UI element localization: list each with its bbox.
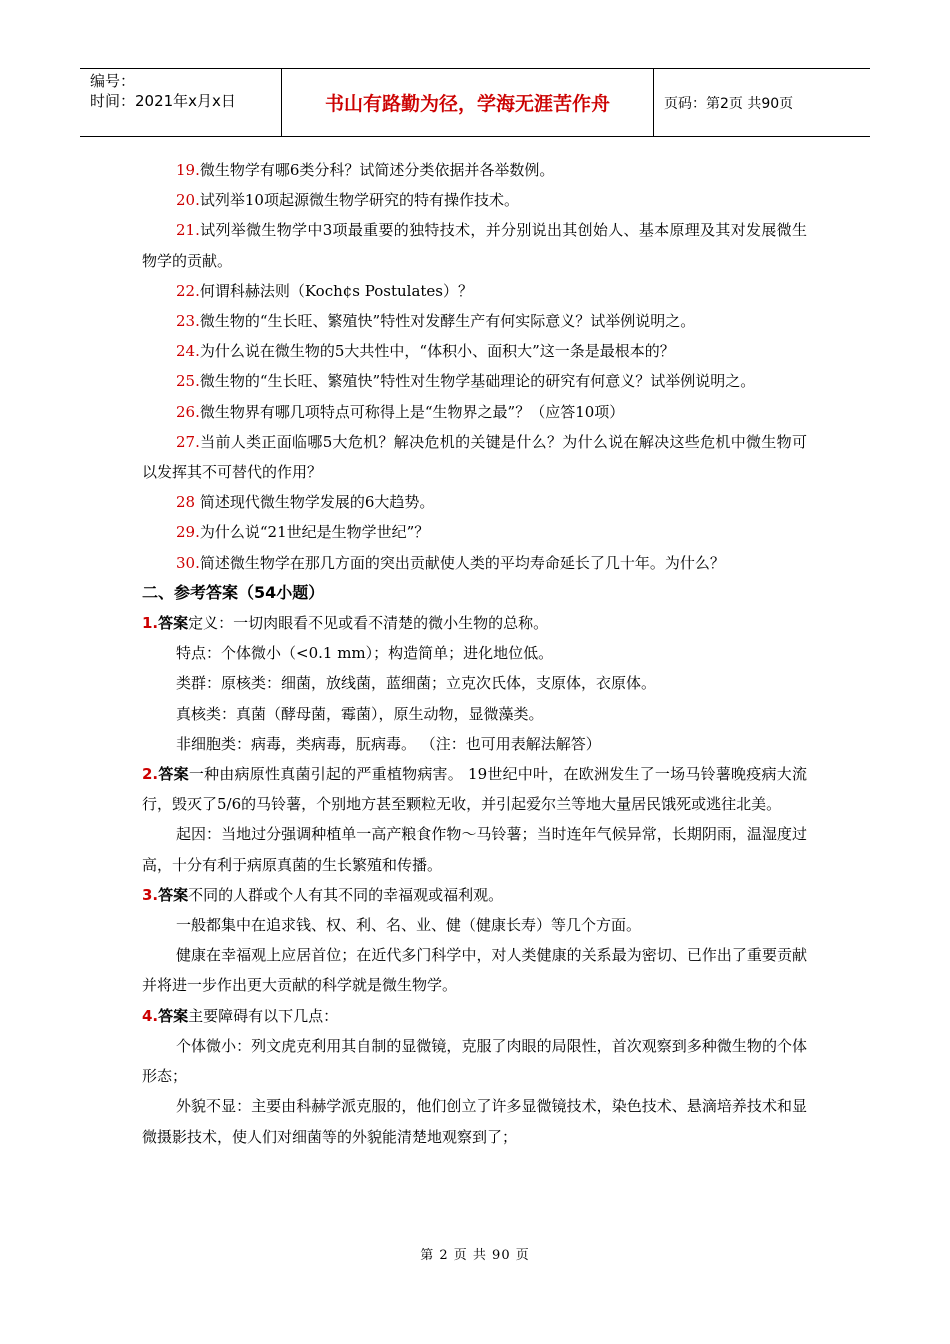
question-text: 试列举微生物学中3项最重要的独特技术，并分别说出其创始人、基本原理及其对发展微生物学的贡献。 [142, 221, 807, 270]
question-22 [142, 276, 807, 306]
question-number: 27. [176, 432, 200, 451]
header-motto: 书山有路勤为径，学海无涯苦作舟 [282, 69, 654, 136]
question-19 [142, 155, 807, 185]
header-page-label: 页码：第2页 共90页 [664, 95, 794, 112]
answer-label: 答案 [158, 765, 189, 784]
question-number: 23. [176, 312, 200, 331]
answer-2-line: 起因：当地过分强调种植单一高产粮食作物～马铃薯；当时连年气候异常，长期阴雨，温湿度过高，十分有利于病原真菌的生长繁殖和传播。 [142, 825, 807, 874]
header-meta [80, 69, 282, 136]
answer-text: 一种由病原性真菌引起的严重植物病害。 19世纪中叶，在欧洲发生了一场马铃薯晚疫病大流行，毁灭了5/6的马铃薯，个别地方甚至颗粒无收，并引起爱尔兰等地大量居民饿死或逃往北美。 [142, 765, 807, 814]
question-text: 为什么说在微生物的5大共性中，“体积小、面积大”这一条是最根本的？ [199, 342, 675, 361]
question-29 [142, 517, 807, 547]
question-number: 20. [176, 191, 200, 210]
section-title: 二、参考答案（54小题） [142, 582, 325, 602]
answer-number: 3. [142, 885, 159, 904]
answer-label: 答案 [158, 885, 189, 904]
question-text: 微生物的“生长旺、繁殖快”特性对生物学基础理论的研究有何意义？试举例说明之。 [199, 372, 756, 391]
question-text: 当前人类正面临哪5大危机？解决危机的关键是什么？为什么说在解决这些危机中微生物可以发挥其不可替代的作用？ [142, 432, 807, 482]
answer-4-line: 外貌不显：主要由科赫学派克服的，他们创立了许多显微镜技术，染色技术、悬滴培养技术和显微摄影技术，使人们对细菌等的外貌能清楚地观察到了； [142, 1097, 807, 1146]
document-body [142, 155, 807, 1152]
answer-text: 定义：一切肉眼看不见或看不清楚的微小生物的总称。 [188, 614, 549, 633]
answer-1-line: 非细胞类：病毒，类病毒，朊病毒。 （注：也可用表解法解答） [176, 734, 601, 753]
answer-1 [142, 608, 807, 638]
answer-number: 1. [142, 614, 159, 633]
question-number: 21. [176, 221, 200, 240]
answer-1-line: 类群：原核类：细菌，放线菌，蓝细菌；立克次氏体，支原体，衣原体。 [176, 674, 657, 693]
question-text: 微生物界有哪几项特点可称得上是“生物界之最”？（应答10项） [199, 402, 625, 421]
question-number: 29. [176, 523, 200, 542]
question-25 [142, 366, 807, 396]
question-number: 30. [176, 553, 200, 572]
question-number: 26. [176, 402, 200, 421]
question-26 [142, 397, 807, 427]
page-header [80, 68, 870, 137]
answer-1-line: 特点：个体微小（<0.1 mm）；构造简单；进化地位低。 [176, 644, 554, 663]
question-23 [142, 306, 807, 336]
question-text: 何谓科赫法则（Koch¢s Postulates）？ [199, 281, 474, 300]
answer-2 [142, 759, 807, 819]
question-text: 试列举10项起源微生物学研究的特有操作技术。 [199, 191, 519, 210]
question-text: 微生物学有哪6类分科？试简述分类依据并各举数例。 [199, 161, 555, 179]
answer-label: 答案 [158, 614, 189, 633]
answer-text: 主要障碍有以下几点： [188, 1006, 339, 1025]
question-20 [142, 185, 807, 215]
answer-3-line: 一般都集中在追求钱、权、利、名、业、健（健康长寿）等几个方面。 [176, 916, 642, 935]
question-24 [142, 336, 807, 366]
question-text: 简述现代微生物学发展的6大趋势。 [195, 493, 435, 512]
answer-label: 答案 [158, 1006, 189, 1025]
answer-text: 不同的人群或个人有其不同的幸福观或福利观。 [188, 885, 504, 904]
number-label: 编号： [90, 72, 136, 90]
question-number: 25. [176, 372, 200, 391]
question-number: 19. [176, 161, 200, 179]
answer-3 [142, 880, 807, 910]
answer-3-line: 健康在幸福观上应居首位；在近代多门科学中，对人类健康的关系最为密切、已作出了重要贡献并将进一步作出更大贡献的科学就是微生物学。 [142, 946, 807, 995]
answer-4 [142, 1001, 807, 1031]
answer-number: 4. [142, 1006, 159, 1025]
question-text: 为什么说“21世纪是生物学世纪”？ [199, 523, 430, 542]
time-label: 时间：2021年x月x日 [90, 92, 236, 110]
question-text: 微生物的“生长旺、繁殖快”特性对发酵生产有何实际意义？试举例说明之。 [199, 312, 696, 331]
question-21 [142, 215, 807, 275]
answer-number: 2. [142, 765, 159, 784]
question-number: 24. [176, 342, 200, 361]
question-28 [142, 487, 807, 517]
question-30 [142, 548, 807, 578]
page-footer: 第 2 页 共 90 页 [420, 1248, 530, 1263]
question-text: 简述微生物学在那几方面的突出贡献使人类的平均寿命延长了几十年。为什么？ [199, 553, 725, 572]
answer-1-line: 真核类：真菌（酵母菌，霉菌），原生动物，显微藻类。 [176, 704, 544, 723]
question-number: 22. [176, 281, 200, 300]
question-number: 28 [176, 493, 196, 512]
question-27 [142, 427, 807, 487]
answer-4-line: 个体微小：列文虎克利用其自制的显微镜，克服了肉眼的局限性，首次观察到多种微生物的个体形态； [142, 1036, 807, 1086]
